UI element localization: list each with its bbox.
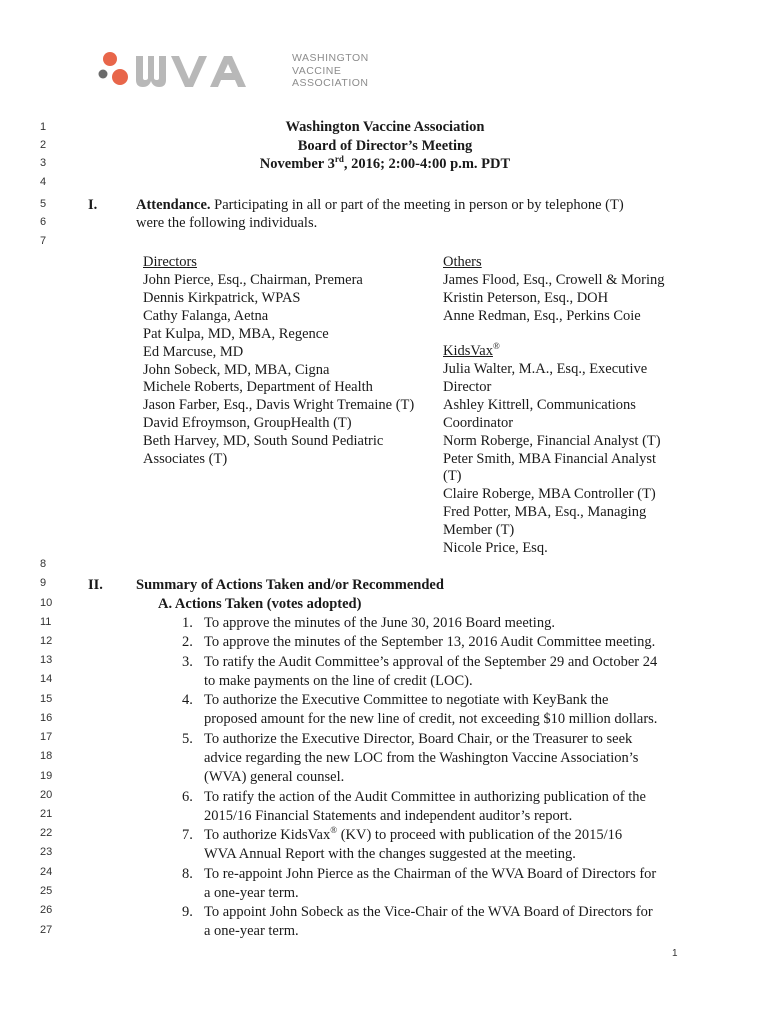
list-line: John Pierce, Esq., Chairman, Premera xyxy=(143,272,363,288)
logo-wordmark: WVA xyxy=(96,48,99,49)
line-number: 23 xyxy=(40,846,53,858)
action-line: to make payments on the line of credit (LOC). xyxy=(204,673,473,689)
action-line: a one-year term. xyxy=(204,923,299,939)
action-line xyxy=(204,827,622,844)
list-line: Beth Harvey, MD, South Sound Pediatric xyxy=(143,433,384,450)
others-heading: Others xyxy=(443,254,482,270)
logo-association-name xyxy=(292,52,369,90)
action-number: 4. xyxy=(182,692,193,708)
action-number: 5. xyxy=(182,731,193,747)
logo-line-3: ASSOCIATION xyxy=(292,77,369,89)
section-1-numeral: I. xyxy=(88,197,98,213)
action-text: To authorize KidsVax xyxy=(204,827,331,843)
line-number: 27 xyxy=(40,924,53,936)
action-number: 9. xyxy=(182,904,193,920)
list-line: Ed Marcuse, MD xyxy=(143,343,244,360)
page-number: 1 xyxy=(672,948,678,959)
line-number: 26 xyxy=(40,904,53,916)
line-number: 16 xyxy=(40,712,53,724)
line-number: 3 xyxy=(40,157,47,169)
list-line: Norm Roberge, Financial Analyst (T) xyxy=(443,432,661,449)
kidsvax-registered-mark: ® xyxy=(492,341,500,352)
action-line: To appoint John Sobeck as the Vice-Chair of the WVA Board of Directors for xyxy=(204,904,653,920)
action-number: 7. xyxy=(182,827,193,843)
list-line: Nicole Price, Esq. xyxy=(443,540,548,556)
line-number: 2 xyxy=(40,139,47,151)
kidsvax-heading-row xyxy=(443,343,500,360)
list-line: (T) xyxy=(443,468,462,485)
action-number: 1. xyxy=(182,615,193,631)
line-number: 8 xyxy=(40,558,47,570)
line-number: 21 xyxy=(40,808,53,820)
meeting-subtitle: Board of Director’s Meeting xyxy=(297,138,473,154)
list-line: Coordinator xyxy=(443,414,514,431)
line-number: 25 xyxy=(40,885,53,897)
list-line: David Efroymson, GroupHealth (T) xyxy=(143,415,352,432)
list-line: Fred Potter, MBA, Esq., Managing xyxy=(443,504,647,521)
line-number: 4 xyxy=(40,176,47,188)
section-1-text-1: Participating in all or part of the meeting in person or by telephone (T) xyxy=(210,197,624,213)
line-number: 18 xyxy=(40,750,53,762)
line-number: 20 xyxy=(40,789,53,801)
section-2-heading: Summary of Actions Taken and/or Recommended xyxy=(136,577,444,593)
action-line: To approve the minutes of the June 30, 2016 Board meeting. xyxy=(204,615,555,631)
line-number: 22 xyxy=(40,827,53,839)
logo-line-1: WASHINGTON xyxy=(292,52,369,64)
section-1-text-2: were the following individuals. xyxy=(136,215,318,231)
action-line: To ratify the action of the Audit Committee in authorizing publication of the xyxy=(204,789,646,805)
action-line: WVA Annual Report with the changes suggested at the meeting. xyxy=(204,846,576,862)
line-number: 5 xyxy=(40,198,47,210)
meeting-date-pre: November 3 xyxy=(259,156,335,172)
list-line: Ashley Kittrell, Communications xyxy=(443,396,636,413)
section-1-line-1 xyxy=(136,197,624,214)
list-line: Peter Smith, MBA Financial Analyst xyxy=(443,450,657,467)
kidsvax-heading: KidsVax xyxy=(443,343,493,359)
list-line: Julia Walter, M.A., Esq., Executive xyxy=(443,361,648,377)
line-number: 1 xyxy=(40,121,47,133)
list-line: John Sobeck, MD, MBA, Cigna xyxy=(143,361,330,378)
list-line: Kristin Peterson, Esq., DOH xyxy=(443,289,609,306)
line-number: 14 xyxy=(40,673,53,685)
list-line: Member (T) xyxy=(443,522,515,539)
line-number: 12 xyxy=(40,635,53,647)
section-2-numeral: II. xyxy=(88,577,103,593)
list-line: Michele Roberts, Department of Health xyxy=(143,379,373,396)
action-line: To authorize the Executive Director, Board Chair, or the Treasurer to seek xyxy=(204,731,633,747)
line-number: 19 xyxy=(40,770,53,782)
action-line: proposed amount for the new line of credit, not exceeding $10 million dollars. xyxy=(204,711,658,727)
directors-heading: Directors xyxy=(143,254,197,270)
line-number: 15 xyxy=(40,693,53,705)
action-line: To re-appoint John Pierce as the Chairman of the WVA Board of Directors for xyxy=(204,866,657,882)
wva-logo xyxy=(96,48,386,94)
meeting-date xyxy=(0,156,770,173)
line-number: 17 xyxy=(40,731,53,743)
action-line: (WVA) general counsel. xyxy=(204,769,345,785)
line-number: 9 xyxy=(40,577,47,589)
line-number: 11 xyxy=(40,616,52,628)
action-line: 2015/16 Financial Statements and independent auditor’s report. xyxy=(204,808,573,824)
action-number: 8. xyxy=(182,866,193,882)
action-number: 6. xyxy=(182,789,193,805)
list-line: Claire Roberge, MBA Controller (T) xyxy=(443,486,656,503)
line-number: 10 xyxy=(40,597,53,609)
line-number: 13 xyxy=(40,654,53,666)
list-line: Cathy Falanga, Aetna xyxy=(143,307,269,324)
action-line: To authorize the Executive Committee to negotiate with KeyBank the xyxy=(204,692,609,708)
list-line: Anne Redman, Esq., Perkins Coie xyxy=(443,307,641,324)
list-line: Jason Farber, Esq., Davis Wright Tremaine (T) xyxy=(143,397,415,414)
registered-mark: ® xyxy=(330,825,338,836)
section-1-heading: Attendance. xyxy=(136,197,211,213)
line-number: 7 xyxy=(40,235,47,247)
logo-line-2: VACCINE xyxy=(292,64,342,77)
action-number: 2. xyxy=(182,634,193,650)
action-line: To approve the minutes of the September 13, 2016 Audit Committee meeting. xyxy=(204,634,656,650)
list-line: Director xyxy=(443,378,492,395)
line-number: 24 xyxy=(40,866,53,878)
action-number: 3. xyxy=(182,654,193,670)
wva-logo-mark xyxy=(96,48,296,94)
meeting-date-post: , 2016; 2:00-4:00 p.m. PDT xyxy=(343,156,511,172)
list-line: James Flood, Esq., Crowell & Moring xyxy=(443,272,665,288)
action-line: advice regarding the new LOC from the Washington Vaccine Association’s xyxy=(204,750,639,766)
list-line: Pat Kulpa, MD, MBA, Regence xyxy=(143,325,329,342)
section-2-subheading: A. Actions Taken (votes adopted) xyxy=(158,596,362,612)
meeting-date-sup: rd xyxy=(334,154,344,165)
action-line: To ratify the Audit Committee’s approval of the September 29 and October 24 xyxy=(204,654,658,670)
line-number: 6 xyxy=(40,216,47,228)
action-line: a one-year term. xyxy=(204,885,299,901)
meeting-title: Washington Vaccine Association xyxy=(285,119,485,135)
list-line: Dennis Kirkpatrick, WPAS xyxy=(143,289,301,306)
list-line: Associates (T) xyxy=(143,451,228,467)
action-text: (KV) to proceed with publication of the 2015/16 xyxy=(337,827,623,843)
